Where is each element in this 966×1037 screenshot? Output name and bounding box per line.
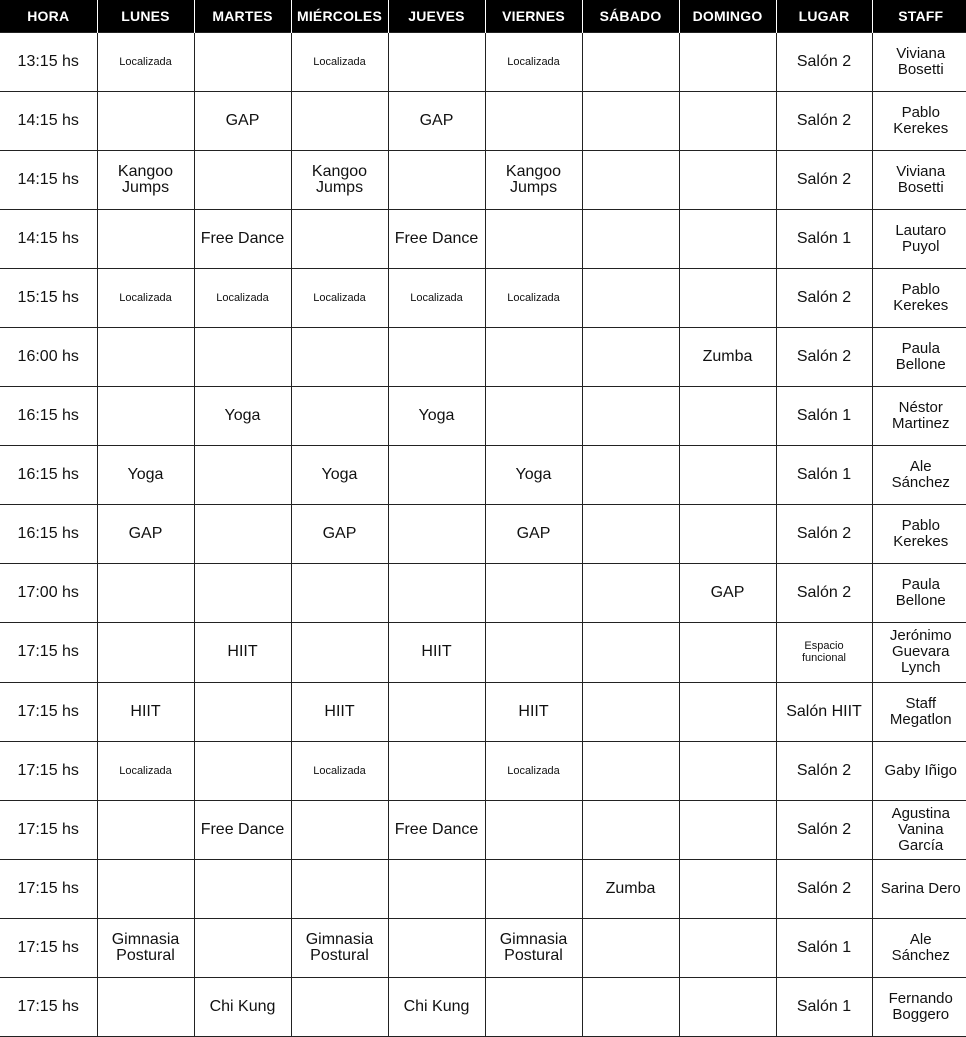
cell-lunes — [97, 859, 194, 918]
cell-miercoles — [291, 623, 388, 682]
cell-lunes: Localizada — [97, 32, 194, 91]
cell-hora: 16:15 hs — [0, 505, 97, 564]
table-row — [0, 32, 966, 91]
cell-martes — [194, 859, 291, 918]
cell-domingo — [679, 387, 776, 446]
header-miercoles: MIÉRCOLES — [291, 0, 388, 32]
cell-martes: Free Dance — [194, 209, 291, 268]
cell-viernes: HIIT — [485, 682, 582, 741]
cell-lugar: Salón 2 — [776, 800, 872, 859]
cell-jueves — [388, 446, 485, 505]
cell-lugar: Salón 1 — [776, 387, 872, 446]
cell-sabado — [582, 327, 679, 386]
cell-martes: GAP — [194, 91, 291, 150]
cell-hora: 14:15 hs — [0, 150, 97, 209]
cell-lunes: Yoga — [97, 446, 194, 505]
cell-miercoles: Yoga — [291, 446, 388, 505]
cell-lugar: Salón 1 — [776, 978, 872, 1037]
cell-staff: Jerónimo Guevara Lynch — [872, 623, 966, 682]
cell-lunes: HIIT — [97, 682, 194, 741]
cell-lunes — [97, 209, 194, 268]
cell-lugar: Salón HIIT — [776, 682, 872, 741]
cell-sabado — [582, 209, 679, 268]
cell-staff: Viviana Bosetti — [872, 150, 966, 209]
cell-sabado — [582, 268, 679, 327]
cell-sabado — [582, 978, 679, 1037]
cell-viernes — [485, 623, 582, 682]
cell-lugar: Salón 2 — [776, 32, 872, 91]
cell-jueves — [388, 505, 485, 564]
cell-lugar: Salón 2 — [776, 150, 872, 209]
header-staff: STAFF — [872, 0, 966, 32]
cell-lunes — [97, 623, 194, 682]
cell-jueves — [388, 564, 485, 623]
cell-martes — [194, 150, 291, 209]
cell-miercoles — [291, 387, 388, 446]
cell-domingo — [679, 859, 776, 918]
header-viernes: VIERNES — [485, 0, 582, 32]
table-row — [0, 91, 966, 150]
cell-lunes: Localizada — [97, 268, 194, 327]
cell-lugar: Salón 1 — [776, 209, 872, 268]
table-row — [0, 150, 966, 209]
cell-viernes: Localizada — [485, 32, 582, 91]
cell-lunes — [97, 327, 194, 386]
cell-staff: Ale Sánchez — [872, 918, 966, 977]
cell-miercoles — [291, 91, 388, 150]
cell-hora: 17:15 hs — [0, 741, 97, 800]
cell-martes: HIIT — [194, 623, 291, 682]
cell-lugar: Salón 2 — [776, 564, 872, 623]
cell-jueves — [388, 150, 485, 209]
header-martes: MARTES — [194, 0, 291, 32]
cell-lunes — [97, 564, 194, 623]
cell-domingo — [679, 741, 776, 800]
table-row — [0, 682, 966, 741]
cell-staff: Viviana Bosetti — [872, 32, 966, 91]
cell-martes: Localizada — [194, 268, 291, 327]
cell-miercoles — [291, 209, 388, 268]
table-row — [0, 918, 966, 977]
table-row — [0, 327, 966, 386]
cell-sabado — [582, 446, 679, 505]
cell-staff: Paula Bellone — [872, 564, 966, 623]
cell-hora: 17:00 hs — [0, 564, 97, 623]
cell-hora: 14:15 hs — [0, 209, 97, 268]
cell-domingo — [679, 209, 776, 268]
cell-lugar: Salón 2 — [776, 327, 872, 386]
cell-miercoles — [291, 564, 388, 623]
cell-domingo — [679, 978, 776, 1037]
table-row — [0, 741, 966, 800]
cell-domingo — [679, 682, 776, 741]
cell-martes — [194, 32, 291, 91]
cell-viernes — [485, 91, 582, 150]
cell-viernes: Gimnasia Postural — [485, 918, 582, 977]
cell-martes — [194, 327, 291, 386]
cell-staff: Pablo Kerekes — [872, 505, 966, 564]
cell-lunes: GAP — [97, 505, 194, 564]
cell-miercoles: Localizada — [291, 268, 388, 327]
table-row — [0, 859, 966, 918]
cell-martes: Yoga — [194, 387, 291, 446]
cell-sabado — [582, 150, 679, 209]
cell-domingo — [679, 268, 776, 327]
cell-domingo: Zumba — [679, 327, 776, 386]
cell-jueves: Yoga — [388, 387, 485, 446]
table-row — [0, 505, 966, 564]
cell-miercoles: Localizada — [291, 32, 388, 91]
cell-lugar: Salón 1 — [776, 446, 872, 505]
table-row — [0, 446, 966, 505]
cell-viernes: Localizada — [485, 268, 582, 327]
cell-sabado — [582, 564, 679, 623]
cell-lugar: Salón 2 — [776, 741, 872, 800]
cell-jueves: GAP — [388, 91, 485, 150]
cell-hora: 14:15 hs — [0, 91, 97, 150]
cell-staff: Sarina Dero — [872, 859, 966, 918]
cell-hora: 13:15 hs — [0, 32, 97, 91]
cell-sabado — [582, 91, 679, 150]
cell-hora: 16:15 hs — [0, 446, 97, 505]
cell-domingo — [679, 150, 776, 209]
cell-lugar: Espacio funcional — [776, 623, 872, 682]
cell-jueves: Free Dance — [388, 209, 485, 268]
header-domingo: DOMINGO — [679, 0, 776, 32]
cell-viernes: Yoga — [485, 446, 582, 505]
cell-miercoles: Localizada — [291, 741, 388, 800]
cell-staff: Fernando Boggero — [872, 978, 966, 1037]
cell-jueves: HIIT — [388, 623, 485, 682]
cell-domingo — [679, 918, 776, 977]
cell-miercoles — [291, 327, 388, 386]
header-hora: HORA — [0, 0, 97, 32]
cell-hora: 17:15 hs — [0, 918, 97, 977]
cell-lugar: Salón 2 — [776, 91, 872, 150]
cell-miercoles: Gimnasia Postural — [291, 918, 388, 977]
cell-hora: 17:15 hs — [0, 682, 97, 741]
cell-staff: Paula Bellone — [872, 327, 966, 386]
cell-jueves — [388, 918, 485, 977]
cell-miercoles — [291, 859, 388, 918]
cell-lugar: Salón 1 — [776, 918, 872, 977]
header-lunes: LUNES — [97, 0, 194, 32]
cell-martes — [194, 446, 291, 505]
cell-staff: Staff Megatlon — [872, 682, 966, 741]
cell-domingo — [679, 505, 776, 564]
table-row — [0, 387, 966, 446]
cell-jueves — [388, 682, 485, 741]
cell-staff: Pablo Kerekes — [872, 91, 966, 150]
cell-hora: 15:15 hs — [0, 268, 97, 327]
cell-jueves: Localizada — [388, 268, 485, 327]
cell-miercoles — [291, 978, 388, 1037]
cell-staff: Ale Sánchez — [872, 446, 966, 505]
cell-viernes — [485, 209, 582, 268]
cell-hora: 17:15 hs — [0, 800, 97, 859]
cell-viernes — [485, 859, 582, 918]
cell-sabado — [582, 623, 679, 682]
cell-lunes — [97, 91, 194, 150]
cell-miercoles: Kangoo Jumps — [291, 150, 388, 209]
cell-lunes: Gimnasia Postural — [97, 918, 194, 977]
cell-martes: Free Dance — [194, 800, 291, 859]
cell-staff: Gaby Iñigo — [872, 741, 966, 800]
cell-martes — [194, 918, 291, 977]
table-row — [0, 209, 966, 268]
cell-lugar: Salón 2 — [776, 268, 872, 327]
cell-sabado — [582, 387, 679, 446]
cell-miercoles: GAP — [291, 505, 388, 564]
cell-viernes: GAP — [485, 505, 582, 564]
cell-viernes — [485, 387, 582, 446]
header-sabado: SÁBADO — [582, 0, 679, 32]
cell-domingo: GAP — [679, 564, 776, 623]
cell-martes — [194, 741, 291, 800]
table-row — [0, 978, 966, 1037]
cell-lunes — [97, 387, 194, 446]
cell-viernes — [485, 978, 582, 1037]
cell-viernes — [485, 564, 582, 623]
cell-sabado — [582, 682, 679, 741]
cell-martes — [194, 682, 291, 741]
cell-staff: Néstor Martinez — [872, 387, 966, 446]
cell-domingo — [679, 32, 776, 91]
header-jueves: JUEVES — [388, 0, 485, 32]
cell-martes: Chi Kung — [194, 978, 291, 1037]
cell-jueves — [388, 32, 485, 91]
table-row — [0, 564, 966, 623]
cell-lunes: Localizada — [97, 741, 194, 800]
cell-lugar: Salón 2 — [776, 505, 872, 564]
cell-sabado — [582, 800, 679, 859]
cell-hora: 17:15 hs — [0, 859, 97, 918]
cell-miercoles — [291, 800, 388, 859]
cell-hora: 16:00 hs — [0, 327, 97, 386]
cell-viernes: Localizada — [485, 741, 582, 800]
cell-sabado — [582, 918, 679, 977]
cell-hora: 16:15 hs — [0, 387, 97, 446]
cell-jueves — [388, 741, 485, 800]
cell-jueves — [388, 859, 485, 918]
cell-jueves: Free Dance — [388, 800, 485, 859]
cell-lunes — [97, 978, 194, 1037]
cell-martes — [194, 505, 291, 564]
table-header — [0, 0, 966, 32]
cell-viernes — [485, 327, 582, 386]
cell-miercoles: HIIT — [291, 682, 388, 741]
cell-sabado — [582, 741, 679, 800]
cell-domingo — [679, 91, 776, 150]
cell-lunes — [97, 800, 194, 859]
header-row — [0, 0, 966, 32]
cell-martes — [194, 564, 291, 623]
table-row — [0, 268, 966, 327]
header-lugar: LUGAR — [776, 0, 872, 32]
cell-jueves — [388, 327, 485, 386]
cell-domingo — [679, 623, 776, 682]
table-row — [0, 623, 966, 682]
table-body — [0, 32, 966, 1037]
cell-viernes — [485, 800, 582, 859]
cell-staff: Pablo Kerekes — [872, 268, 966, 327]
cell-hora: 17:15 hs — [0, 623, 97, 682]
cell-hora: 17:15 hs — [0, 978, 97, 1037]
cell-jueves: Chi Kung — [388, 978, 485, 1037]
cell-sabado — [582, 505, 679, 564]
cell-viernes: Kangoo Jumps — [485, 150, 582, 209]
cell-sabado — [582, 32, 679, 91]
table-row — [0, 800, 966, 859]
cell-staff: Lautaro Puyol — [872, 209, 966, 268]
cell-lunes: Kangoo Jumps — [97, 150, 194, 209]
cell-domingo — [679, 446, 776, 505]
cell-sabado: Zumba — [582, 859, 679, 918]
cell-staff: Agustina Vanina García — [872, 800, 966, 859]
cell-domingo — [679, 800, 776, 859]
cell-lugar: Salón 2 — [776, 859, 872, 918]
